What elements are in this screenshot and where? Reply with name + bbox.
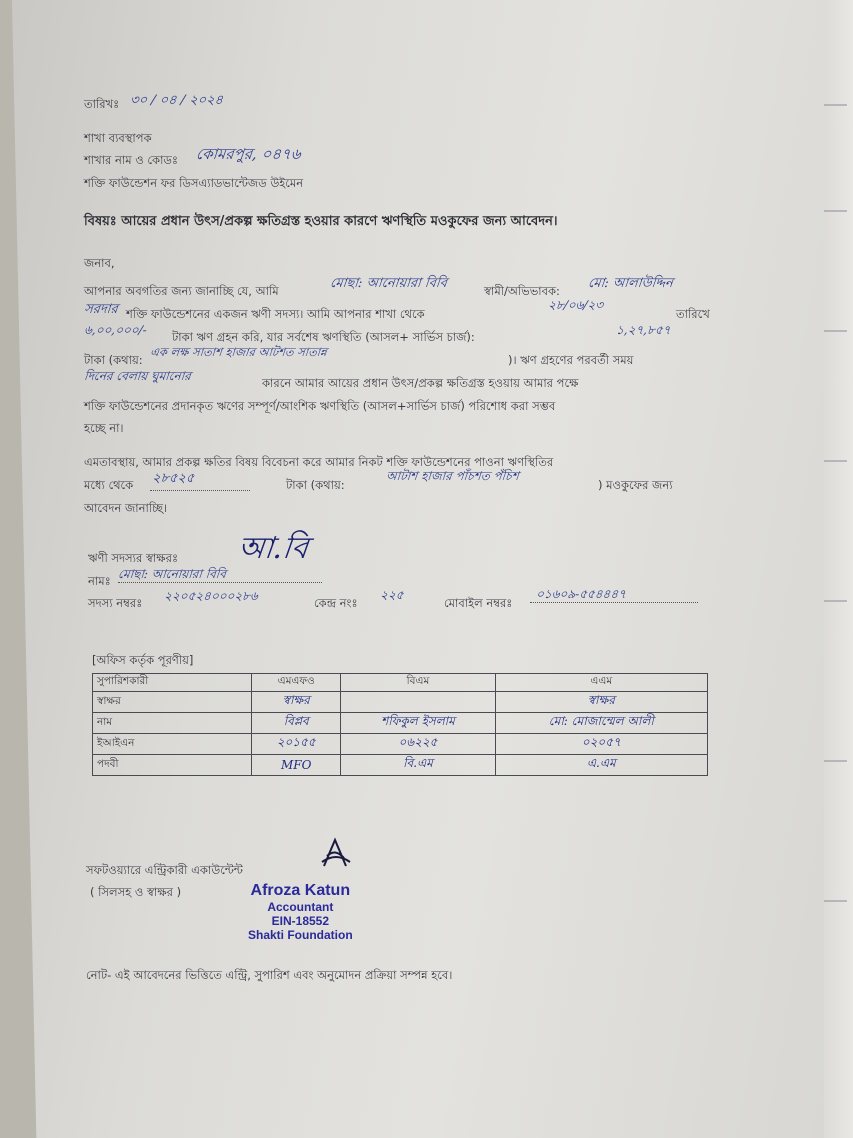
stamp-role: Accountant bbox=[267, 900, 334, 914]
table-row bbox=[93, 734, 708, 755]
table-cell: স্বাক্ষর bbox=[495, 692, 707, 713]
member-name-value: মোছা: আনোয়ারা বিবি bbox=[117, 567, 227, 581]
loan-amount-handwritten: ৬,০০,০০০/- bbox=[83, 323, 148, 337]
table-cell: ০৬২২৫ bbox=[341, 734, 495, 755]
table-cell bbox=[341, 692, 495, 713]
body-text: )। ঋণ গ্রহণের পরবর্তী সময় bbox=[508, 353, 634, 367]
table-cell: MFO bbox=[252, 755, 341, 776]
table-header: এমএফও bbox=[252, 674, 341, 692]
table-cell: শফিকুল ইসলাম bbox=[341, 713, 495, 734]
accountant-sub-label: ( সিলসহ ও স্বাক্ষর ) bbox=[90, 885, 182, 899]
member-number-label: সদস্য নম্বরঃ bbox=[88, 596, 143, 610]
organization-name: শক্তি ফাউন্ডেশন ফর ডিসএ্যাডভান্টেজড উইমেন bbox=[84, 176, 304, 190]
body-text: মধ্যে থেকে bbox=[84, 478, 134, 492]
office-table bbox=[92, 673, 708, 776]
body-text: শক্তি ফাউন্ডেশনের প্রদানকৃত ঋণের সম্পূর্ণ/আংশিক ঋণস্থিতি (আসল+সার্ভিস চার্জ) পরিশোধ করা সম্ভব bbox=[84, 399, 556, 413]
body-text: শক্তি ফাউন্ডেশনের একজন ঋণী সদস্য। আমি আপনার শাখা থেকে bbox=[126, 307, 425, 321]
balance-handwritten: ১,২৭,৮৫৭ bbox=[615, 323, 672, 337]
table-row bbox=[93, 755, 708, 776]
loan-date-handwritten: ২৮/০৬/২৩ bbox=[547, 298, 604, 312]
accountant-signature-mark bbox=[318, 836, 352, 872]
body-text: টাকা ঋণ গ্রহন করি, যার সর্বশেষ ঋণস্থিতি (আসল+ সার্ভিস চার্জ): bbox=[172, 330, 475, 344]
table-header: এএম bbox=[495, 674, 707, 692]
center-label: কেন্দ্র নংঃ bbox=[314, 596, 358, 610]
body-text: এমতাবস্থায়, আমার প্রকল্প ক্ষতির বিষয় বিবেচনা করে আমার নিকট শক্তি ফাউন্ডেশনের পাওনা ঋণস্থিতির bbox=[84, 455, 554, 469]
table-cell: ২০১৫৫ bbox=[252, 734, 341, 755]
table-cell: বি.এম bbox=[341, 755, 495, 776]
accountant-stamp bbox=[248, 882, 353, 942]
table-row bbox=[93, 713, 708, 734]
row-label: স্বাক্ষর bbox=[93, 692, 252, 713]
table-header-row bbox=[93, 674, 708, 692]
table-row bbox=[93, 692, 708, 713]
row-label: নাম bbox=[93, 713, 252, 734]
dotted-line bbox=[530, 602, 698, 603]
row-label: পদবী bbox=[93, 755, 252, 776]
date-value: ৩০ / ০৪ / ২০২৪ bbox=[129, 93, 224, 108]
table-header: বিএম bbox=[341, 674, 495, 692]
center-value: ২২৫ bbox=[379, 588, 405, 602]
waive-amount-handwritten: ২৮৫২৫ bbox=[151, 471, 196, 486]
salutation: জনাব, bbox=[84, 256, 115, 270]
body-text: কারনে আমার আয়ের প্রধান উৎস/প্রকল্প ক্ষতিগ্রস্ত হওয়ায় আমার পক্ষে bbox=[262, 376, 579, 390]
branch-value: কোমরপুর, ০৪৭৬ bbox=[195, 145, 302, 163]
dotted-line bbox=[150, 490, 250, 491]
member-signature-label: ঋণী সদস্যর স্বাক্ষরঃ bbox=[88, 551, 179, 565]
balance-words-handwritten: এক লক্ষ সাতাশ হাজার আটশত সাতান্ন bbox=[149, 345, 328, 359]
footer-note: নোট- এই আবেদনের ভিত্তিতে এন্ট্রি, সুপারিশ এবং অনুমোদন প্রক্রিয়া সম্পন্ন হবে। bbox=[86, 968, 453, 982]
member-number-value: ২২০৫২৪০০০২৮৬ bbox=[163, 589, 259, 603]
member-name-label: নামঃ bbox=[88, 574, 111, 588]
mobile-value: ০১৬০৯-৫৫৪৪৪৭ bbox=[535, 587, 627, 601]
body-text: ) মওকুফের জন্য bbox=[598, 478, 673, 492]
table-cell: মো: মোজাম্মেল আলী bbox=[495, 713, 707, 734]
dotted-line bbox=[118, 582, 322, 583]
table-cell: এ.এম bbox=[495, 755, 707, 776]
stamp-org: Shakti Foundation bbox=[248, 928, 353, 942]
body-text: আপনার অবগতির জন্য জানাচ্ছি যে, আমি bbox=[84, 284, 279, 298]
stamp-name: Afroza Katun bbox=[250, 882, 351, 899]
table-header: সুপারিশকারী bbox=[93, 674, 252, 692]
reason-handwritten: দিনের বেলায় ঘুমানোর bbox=[83, 369, 192, 383]
waive-words-handwritten: আটাশ হাজার পাঁচশত পঁচিশ bbox=[385, 469, 520, 483]
recipient-title: শাখা ব্যবস্থাপক bbox=[84, 131, 152, 145]
subject-line: বিষয়ঃ আয়ের প্রধান উৎস/প্রকল্প ক্ষতিগ্রস্ত হওয়ার কারণে ঋণস্থিতি মওকুফের জন্য আবেদন। bbox=[84, 214, 558, 229]
body-text: টাকা (কথায়: bbox=[286, 478, 345, 492]
member-name-handwritten: মোছা: আনোয়ারা বিবি bbox=[329, 276, 448, 291]
body-text: টাকা (কথায়: bbox=[84, 353, 143, 367]
mobile-label: মোবাইল নম্বরঃ bbox=[444, 596, 513, 610]
guardian-handwritten-2: সরদার bbox=[83, 302, 119, 317]
stamp-ein: EIN-18552 bbox=[271, 914, 330, 928]
accountant-label: সফটওয়্যারে এন্ট্রিকারী একাউন্টেন্ট bbox=[86, 863, 243, 877]
body-text: স্বামী/অভিভাবক: bbox=[484, 284, 560, 298]
branch-label: শাখার নাম ও কোডঃ bbox=[84, 153, 179, 167]
table-cell: বিপ্লব bbox=[252, 713, 341, 734]
body-text: তারিখে bbox=[676, 307, 710, 321]
body-text: হচ্ছে না। bbox=[84, 421, 124, 435]
table-cell: স্বাক্ষর bbox=[252, 692, 341, 713]
table-cell: ০২০৫৭ bbox=[495, 734, 707, 755]
row-label: ইআইএন bbox=[93, 734, 252, 755]
office-use-label: [অফিস কর্তৃক পূরণীয়] bbox=[92, 653, 194, 667]
guardian-handwritten: মো: আলাউদ্দিন bbox=[587, 276, 674, 291]
body-text: আবেদন জানাচ্ছি। bbox=[84, 501, 168, 515]
member-signature: আ.বি bbox=[236, 531, 310, 566]
date-label: তারিখঃ bbox=[84, 97, 120, 111]
